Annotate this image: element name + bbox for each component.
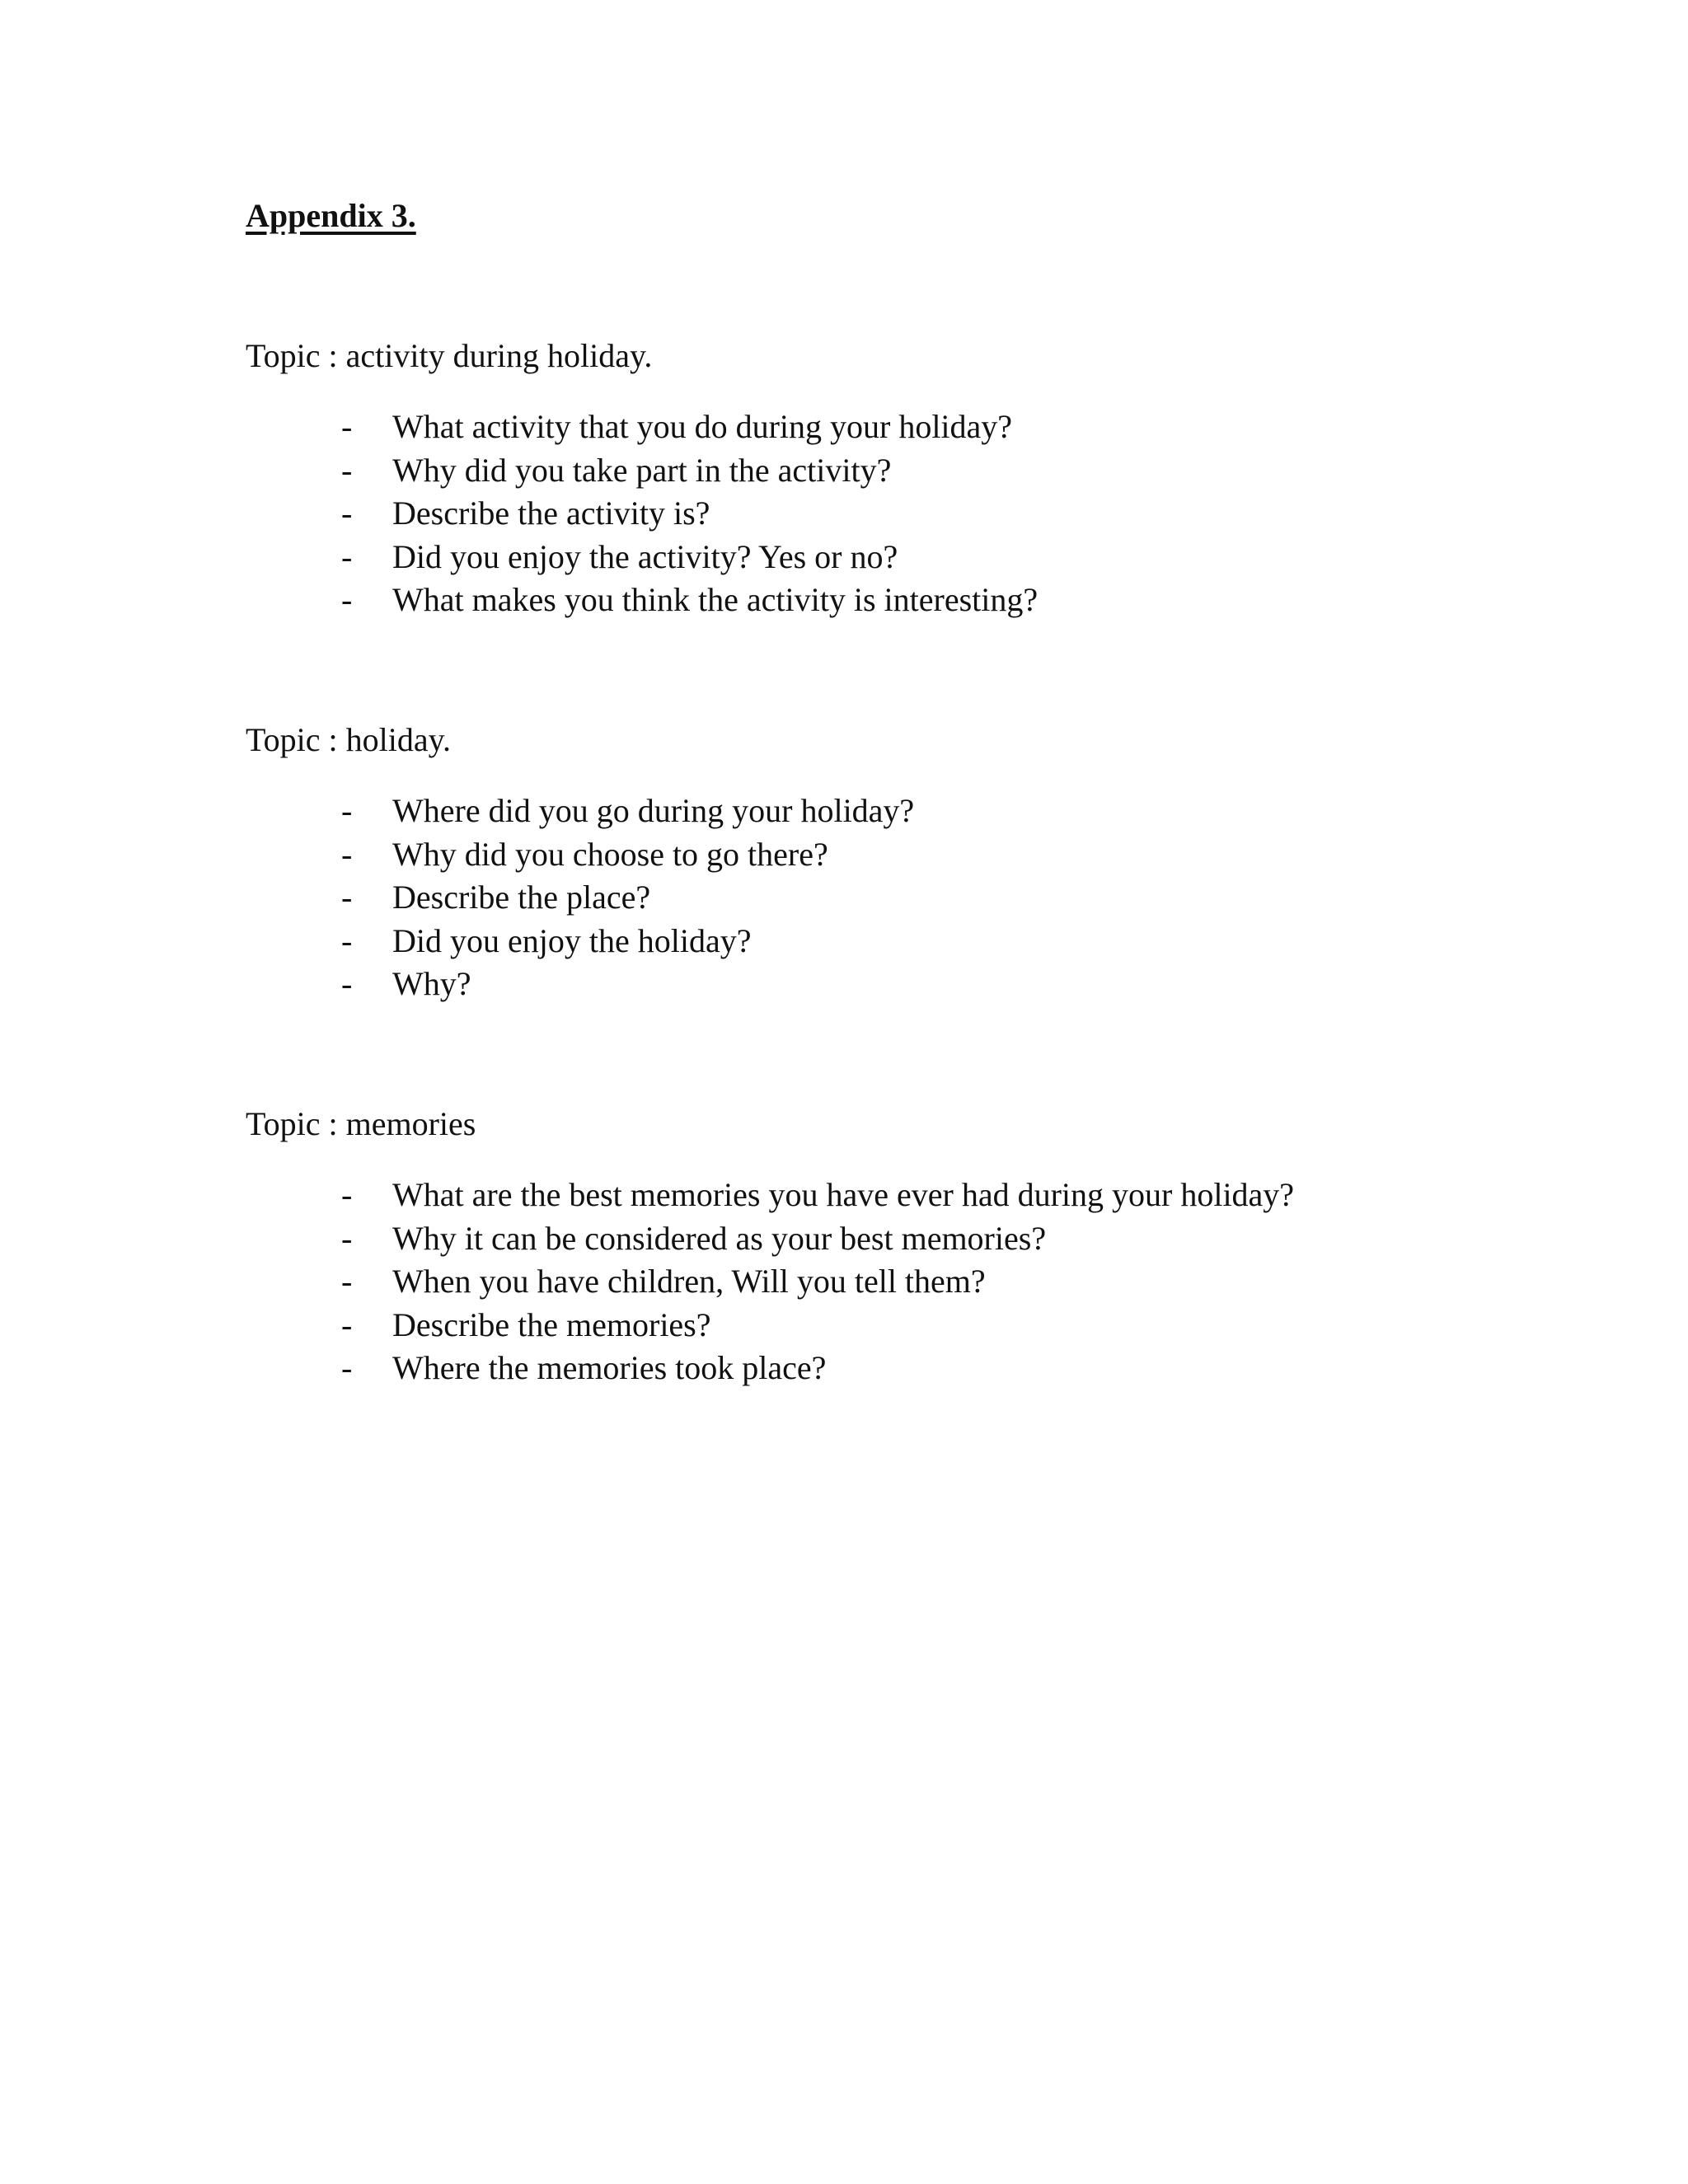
question-text: What activity that you do during your holiday? [392,408,1013,445]
question-text: Where did you go during your holiday? [392,792,915,829]
question-text: Why? [392,965,471,1002]
question-text: What makes you think the activity is interesting? [392,581,1039,618]
dash-bullet: - [341,1219,353,1257]
question-text: Describe the activity is? [392,494,710,532]
dash-bullet: - [341,408,353,445]
question-text: Describe the place? [392,879,651,916]
topic-memories: Topic : memories [246,1105,476,1142]
dash-bullet: - [341,451,353,489]
question-text: Describe the memories? [392,1305,711,1343]
dash-bullet: - [341,581,353,618]
question-text: What are the best memories you have ever had during your holiday? [392,1176,1295,1213]
question-text: Did you enjoy the activity? Yes or no? [392,537,898,575]
dash-bullet: - [341,965,353,1002]
dash-bullet: - [341,792,353,829]
dash-bullet: - [341,1176,353,1213]
question-text: Where the memories took place? [392,1349,827,1386]
question-text: Why it can be considered as your best memories? [392,1219,1047,1257]
question-text: Why did you choose to go there? [392,835,828,873]
dash-bullet: - [341,1305,353,1343]
dash-bullet: - [341,921,353,959]
dash-bullet: - [341,1349,353,1386]
appendix-heading: Appendix 3. [246,197,416,234]
dash-bullet: - [341,494,353,532]
topic-holiday: Topic : holiday. [246,721,452,758]
question-text: Why did you take part in the activity? [392,451,892,489]
question-text: When you have children, Will you tell them? [392,1263,986,1300]
dash-bullet: - [341,1263,353,1300]
topic-activity-during-holiday: Topic : activity during holiday. [246,337,653,374]
dash-bullet: - [341,537,353,575]
dash-bullet: - [341,879,353,916]
question-text: Did you enjoy the holiday? [392,921,752,959]
dash-bullet: - [341,835,353,873]
